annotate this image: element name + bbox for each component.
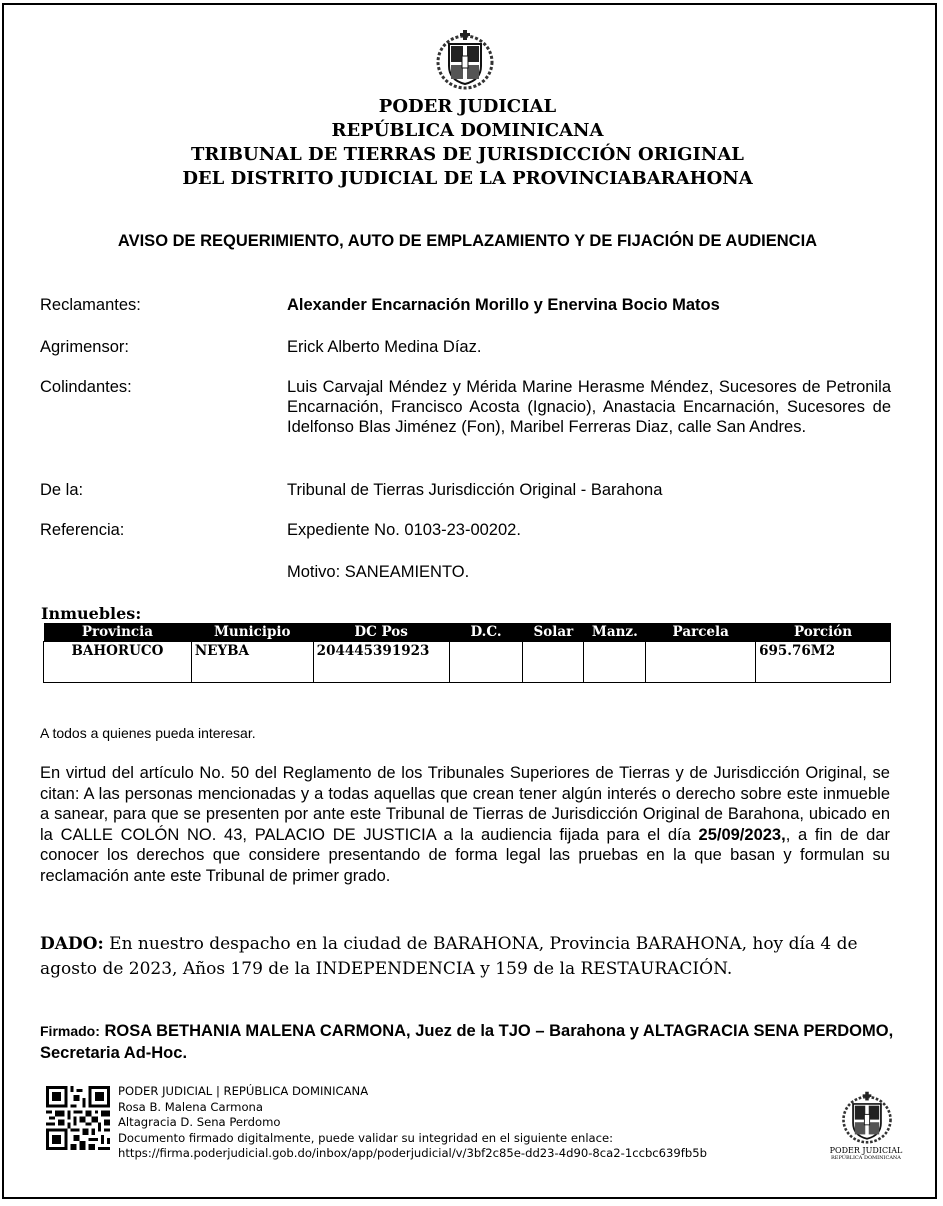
body-paragraph: En virtud del artículo No. 50 del Reglamento de los Tribunales Superiores de Tierras y de Jurisdicción Original, se citan: A las personas mencionadas y a todas aquellas que crean tener algún interés o derecho sobre este inmueble a sanear, para que se presenten por ante este Tribunal de Tierras de Jurisdicción Original de Barahona, ubicado en la CALLE COLÓN NO. 43, PALACIO DE JUSTICIA a la audiencia fijada para el día 25/09/2023,, a fin de dar conocer los derechos que considere presentando de forma legal las pruebas en la que basan y formulan su reclamación ante este Tribunal de primer grado. <box>40 764 890 885</box>
dado-text: En nuestro despacho en la ciudad de BARAHONA, Provincia BARAHONA, hoy día 4 de agosto de 2023, Años 179 de la INDEPENDENCIA y 159 de la RESTAURACIÓN. <box>40 934 858 979</box>
footer-seal-caption: PODER JUDICIAL <box>829 1146 903 1155</box>
motivo-value: Motivo: SANEAMIENTO. <box>287 563 470 581</box>
inmuebles-label: Inmuebles: <box>41 604 142 623</box>
header-line-3: TRIBUNAL DE TIERRAS DE JURISDICCIÓN ORIGINAL <box>191 144 744 165</box>
header-line-1: PODER JUDICIAL <box>378 96 557 117</box>
sig-line-4: Documento firmado digitalmente, puede validar su integridad en el siguiente enlace: <box>118 1130 614 1145</box>
col-header: Provincia <box>44 623 192 642</box>
coat-of-arms-icon <box>434 28 496 90</box>
col-header: Manz. <box>584 623 646 642</box>
table-header-row <box>44 623 891 642</box>
dela-label: De la: <box>40 481 84 499</box>
table-cell: 204445391923 <box>313 642 449 683</box>
table-cell <box>449 642 523 683</box>
body-text-2: , a fin de dar conocer los derechos que considere presentando de forma legal las pruebas en la que basan y formulan su reclamación ante este Tribunal de primer grado. <box>40 825 890 885</box>
footer-seal-subcaption: REPÚBLICA DOMINICANA <box>831 1155 901 1161</box>
footer-seal-icon <box>840 1090 894 1144</box>
header-line-2: REPÚBLICA DOMINICANA <box>331 120 604 141</box>
header-line-4: DEL DISTRITO JUDICIAL DE LA PROVINCIABARAHONA <box>182 168 753 189</box>
court-header <box>0 95 935 191</box>
agrimensor-label: Agrimensor: <box>40 338 129 356</box>
agrimensor-value: Erick Alberto Medina Díaz. <box>287 338 482 356</box>
firmado-paragraph <box>40 1020 900 1064</box>
firmado-text: ROSA BETHANIA MALENA CARMONA, Juez de la TJO – Barahona y ALTAGRACIA SENA PERDOMO, Secretaria Ad-Hoc. <box>40 1022 894 1062</box>
col-header: Porción <box>756 623 891 642</box>
inmuebles-table <box>43 623 891 683</box>
reclamantes-value: Alexander Encarnación Morillo y Enervina Bocio Matos <box>287 296 720 314</box>
dado-label: DADO: <box>40 934 104 954</box>
referencia-label: Referencia: <box>40 521 125 539</box>
dela-value: Tribunal de Tierras Jurisdicción Original - Barahona <box>287 481 663 499</box>
table-cell: 695.76M2 <box>756 642 891 683</box>
sig-line-2: Rosa B. Malena Carmona <box>118 1099 263 1114</box>
reclamantes-label: Reclamantes: <box>40 296 141 314</box>
table-cell <box>584 642 646 683</box>
qr-code-icon <box>46 1086 110 1150</box>
colindantes-label: Colindantes: <box>40 378 132 396</box>
body-text-1: En virtud del artículo No. 50 del Reglamento de los Tribunales Superiores de Tierras y de Jurisdicción Original, se citan: A las personas mencionadas y a todas aquellas que crean tener algún interés o derecho sobre este inmueble a sanear, para que se presenten por ante este Tribunal de Tierras de Jurisdicción Original de Barahona, ubicado en la CALLE COLÓN NO. 43, PALACIO DE JUSTICIA a la audiencia fijada para el día <box>40 764 890 844</box>
hearing-date: 25/09/2023 <box>698 825 782 844</box>
col-header: D.C. <box>449 623 523 642</box>
digital-signature-block <box>118 1084 707 1162</box>
verification-link[interactable]: https://firma.poderjudicial.gob.do/inbox/app/poderjudicial/v/3bf2c85e-dd23-4d90-8ca2-1ccbc639fb5b <box>118 1146 707 1160</box>
table-cell <box>646 642 756 683</box>
table-cell: NEYBA <box>191 642 313 683</box>
document-title: AVISO DE REQUERIMIENTO, AUTO DE EMPLAZAMIENTO Y DE FIJACIÓN DE AUDIENCIA <box>117 232 818 250</box>
firmado-label: Firmado: <box>40 1023 100 1039</box>
colindantes-value: Luis Carvajal Méndez y Mérida Marine Herasme Méndez, Sucesores de Petronila Encarnación, Francisco Acosta (Ignacio), Anastacia Encarnación, Sucesores de Idelfonso Blas Jiménez (Fon), Maribel Ferreras Diaz, calle San Andres. <box>287 378 891 436</box>
table-cell: BAHORUCO <box>44 642 192 683</box>
col-header: Municipio <box>191 623 313 642</box>
col-header: Solar <box>523 623 584 642</box>
referencia-value: Expediente No. 0103-23-00202. <box>287 521 521 539</box>
sig-line-3: Altagracia D. Sena Perdomo <box>118 1115 281 1129</box>
table-row <box>44 642 891 683</box>
greeting: A todos a quienes pueda interesar. <box>40 725 256 741</box>
sig-line-1: PODER JUDICIAL | REPÚBLICA DOMINICANA <box>118 1084 369 1098</box>
table-cell <box>523 642 584 683</box>
col-header: Parcela <box>646 623 756 642</box>
dado-paragraph <box>40 932 890 982</box>
col-header: DC Pos <box>313 623 449 642</box>
